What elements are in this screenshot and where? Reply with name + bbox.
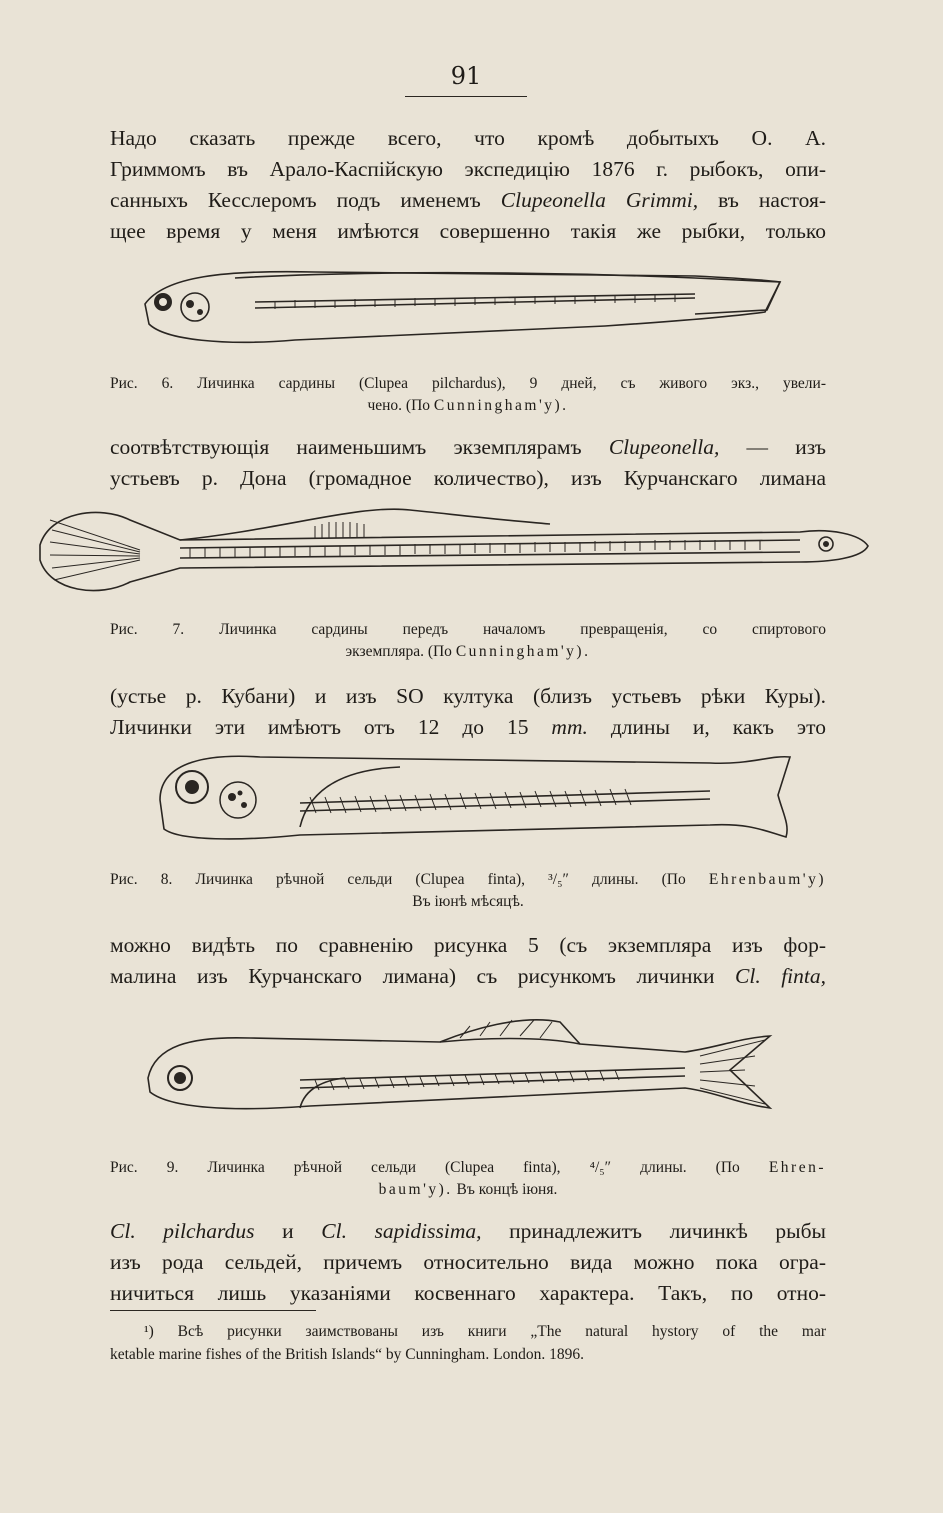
caption-line: Рис. 7. Личинка сардины передъ началомъ превращенія, со спиртового bbox=[110, 621, 826, 638]
text-line: щее время у меня имѣются совершенно такія же рыбки, только bbox=[110, 219, 826, 243]
caption-line: Рис. 9. Личинка рѣчной сельди (Clupea finta), ⁴/₅″ длины. (По Ehren- bbox=[110, 1159, 826, 1176]
footnote bbox=[110, 1320, 826, 1366]
figure-8-caption bbox=[110, 869, 826, 913]
caption-line: Въ іюнѣ мѣсяцѣ. bbox=[412, 893, 524, 910]
text-line: Надо сказать прежде всего, что кромѣ добытыхъ О. А. bbox=[110, 126, 826, 150]
text-line: ничиться лишь указаніями косвеннаго характера. Такъ, по отно- bbox=[110, 1281, 826, 1305]
caption-line: экземпляра. (По Cunningham'y). bbox=[345, 643, 591, 660]
figure-6-caption bbox=[110, 373, 826, 417]
footnote-line: ¹) Всѣ рисунки заимствованы изъ книги „The natural hystory of the mar bbox=[144, 1323, 826, 1340]
text-line: Cl. pilchardus и Cl. sapidissima, принадлежитъ личинкѣ рыбы bbox=[110, 1219, 826, 1243]
text-line: Личинки эти имѣютъ отъ 12 до 15 mm. длины и, какъ это bbox=[110, 715, 826, 739]
figure-8-shad-larva bbox=[150, 745, 800, 855]
text-line: изъ рода сельдей, причемъ относительно вида можно пока огра- bbox=[110, 1250, 826, 1274]
text-line: можно видѣть по сравненію рисунка 5 (съ экземпляра изъ фор- bbox=[110, 933, 826, 957]
figure-6-sardine-larva bbox=[135, 262, 795, 357]
caption-line: Рис. 8. Личинка рѣчной сельди (Clupea finta), ³/₅″ длины. (По Ehrenbaum'y) bbox=[110, 871, 827, 888]
caption-line: чено. (По Cunningham'y). bbox=[367, 397, 569, 414]
caption-line: baum'y). Въ концѣ іюня. bbox=[378, 1181, 558, 1198]
text-line: Гриммомъ въ Арало-Каспійскую экспедицію 1876 г. рыбокъ, опи- bbox=[110, 157, 826, 181]
paragraph-1 bbox=[110, 123, 826, 247]
text-line: устьевъ р. Дона (громадное количество), изъ Курчанскаго лимана bbox=[110, 466, 826, 490]
paragraph-3 bbox=[110, 681, 826, 743]
page-number: 91 bbox=[405, 62, 527, 97]
paragraph-2 bbox=[110, 432, 826, 494]
caption-line: Рис. 6. Личинка сардины (Clupea pilchardus), 9 дней, съ живого экз., увели- bbox=[110, 375, 826, 392]
text-line: малина изъ Курчанскаго лимана) съ рисункомъ личинки Cl. finta, bbox=[110, 964, 827, 988]
figure-9-shad-larva bbox=[140, 1008, 780, 1128]
text-line: (устье р. Кубани) и изъ SO култука (близъ устьевъ рѣки Куры). bbox=[110, 684, 826, 708]
paragraph-4 bbox=[110, 930, 826, 992]
text-line: санныхъ Кесслеромъ подъ именемъ Clupeonella Grimmi, въ настоя- bbox=[110, 188, 827, 212]
paragraph-5 bbox=[110, 1216, 826, 1309]
figure-7-caption bbox=[110, 619, 826, 663]
text-line: соотвѣтствующія наименьшимъ экземплярамъ Clupeonella, — изъ bbox=[110, 435, 827, 459]
figure-7-sardine-larva bbox=[30, 500, 880, 610]
footnote-line: ketable marine fishes of the British Islands“ by Cunningham. London. 1896. bbox=[110, 1346, 584, 1363]
figure-9-caption bbox=[110, 1157, 826, 1201]
footnote-divider bbox=[110, 1310, 316, 1311]
